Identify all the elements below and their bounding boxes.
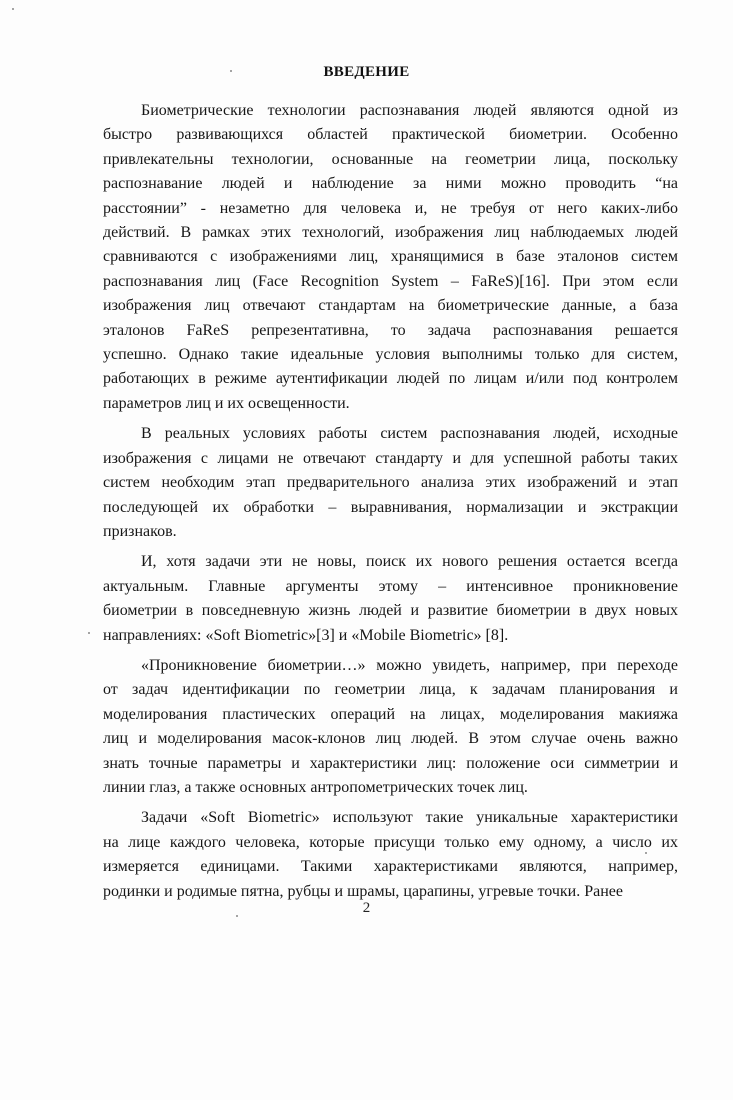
scan-speck [12, 8, 14, 10]
page-number: 2 [362, 900, 371, 916]
page-title: ВВЕДЕНИЕ [323, 64, 410, 80]
paragraph-1 [103, 99, 678, 416]
text-line: действий. В рамках этих технологий, изображения лиц наблюдаемых людей [103, 224, 678, 242]
text-line: эталонов FaReS репрезентативна, то задача распознавания решается [103, 321, 678, 339]
text-line: расстоянии” - незаметно для человека и, не требуя от него каких-либо [103, 199, 678, 217]
text-line: родинки и родимые пятна, рубцы и шрамы, царапины, угревые точки. Ранее [103, 882, 623, 900]
text-line: последующей их обработки – выравнивания, нормализации и экстракции [103, 498, 678, 516]
text-line: актуальным. Главные аргументы этому – интенсивное проникновение [103, 577, 678, 595]
text-line: направлениях: «Soft Biometric»[3] и «Mobile Biometric» [8]. [103, 626, 509, 644]
text-line: Задачи «Soft Biometric» используют такие уникальные характеристики [141, 809, 678, 827]
text-line: моделирования пластических операций на лицах, моделирования макияжа [103, 705, 678, 723]
text-line: распознавания лиц (Face Recognition System – FaReS)[16]. При этом если [103, 272, 678, 290]
text-line: параметров лиц и их освещенности. [103, 394, 350, 412]
text-line: знать точные параметры и характеристики лиц: положение оси симметрии и [103, 754, 678, 772]
text-line: сравниваются с изображениями лиц, хранящимися в базе эталонов систем [103, 248, 678, 266]
text-line: Биометрические технологии распознавания людей являются одной из [141, 102, 678, 119]
text-line: И, хотя задачи эти не новы, поиск их нового решения остается всегда [141, 553, 678, 571]
text-line: биометрии в повседневную жизнь людей и развитие биометрии в двух новых [103, 602, 678, 620]
text-line: лиц и моделирования масок-клонов лиц людей. В этом случае очень важно [103, 730, 678, 748]
paragraph-5 [103, 806, 678, 904]
text-line: быстро развивающихся областей практической биометрии. Особенно [103, 126, 678, 144]
paragraph-4 [103, 654, 678, 800]
text-line: признаков. [103, 522, 177, 540]
text-line: «Проникновение биометрии…» можно увидеть, например, при переходе [141, 656, 678, 674]
text-line: от задач идентификации по геометрии лица, к задачам планирования и [103, 681, 678, 699]
scan-speck [645, 852, 647, 854]
scan-speck [88, 632, 90, 634]
text-line: изображения с лицами не отвечают стандарту и для успешной работы таких [103, 449, 678, 467]
text-line: успешно. Однако такие идеальные условия выполнимы только для систем, [103, 346, 678, 364]
text-line: систем необходим этап предварительного анализа этих изображений и этап [103, 474, 678, 492]
text-line: В реальных условиях работы систем распознавания людей, исходные [141, 425, 678, 443]
text-line: работающих в режиме аутентификации людей по лицам и/или под контролем [103, 370, 678, 388]
paragraph-3 [103, 550, 678, 648]
scan-speck [230, 70, 232, 72]
body-text [103, 99, 678, 910]
paragraph-2 [103, 422, 678, 544]
text-line: привлекательны технологии, основанные на геометрии лица, поскольку [103, 150, 678, 168]
text-line: распознавание людей и наблюдение за ними можно проводить “на [103, 175, 678, 193]
text-line: изображения лиц отвечают стандартам на биометрические данные, а база [103, 297, 678, 315]
text-line: на лице каждого человека, которые присущи только ему одному, а число их [103, 833, 678, 851]
text-line: измеряется единицами. Такими характеристиками являются, например, [103, 858, 678, 876]
scan-speck [236, 915, 238, 917]
text-line: линии глаз, а также основных антропометрических точек лиц. [103, 778, 528, 796]
